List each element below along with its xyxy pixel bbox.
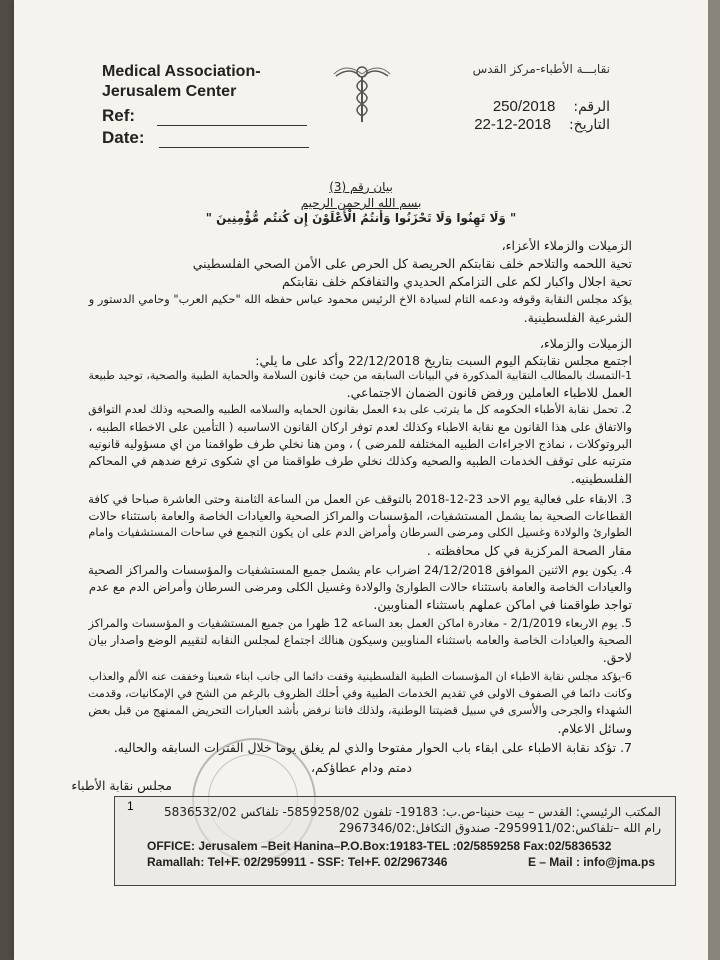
- body-line: 2. تحمل نقابة الأطباء الحكومه كل ما يترتب على بدء العمل بقانون الحمايه والسلامه الطبيه والصحيه وذلك لعدم التوافق: [88, 403, 632, 416]
- footer-contact-box: [114, 796, 676, 886]
- body-line: القطاعات الصحية بما يشمل المستشفيات، المؤسسات والمراكز الصحية والعيادات الخاصة والعامة باستثناء حالات: [88, 509, 632, 523]
- body-line: الطوارئ والولادة وغسيل الكلى ومرضى السرطان وأمراض الدم على ان يكون التجمع في ساحات المستشفيات وامام: [88, 526, 632, 539]
- number-label: الرقم:: [573, 99, 610, 115]
- body-line: الشهداء والجرحى والأسرى في سبيل قضيتنا الوطنية، ولذلك فاننا نرفض بأشد العبارات التحريض الممنهج من قبل بعض: [88, 704, 632, 717]
- page-number: 1: [127, 799, 134, 813]
- background-strip-left: [0, 0, 14, 960]
- body-line: 4. يكون يوم الاثنين الموافق 24/12/2018 اضراب عام يشمل جميع المستشفيات والمؤسسات والمراكز الصحية: [87, 563, 632, 577]
- body-line: تحية اللحمه والتلاحم خلف نقابتكم الحريصة كل الحرص على الأمن الصحي الفلسطيني: [192, 256, 632, 271]
- footer-email[interactable]: E – Mail : info@jma.ps: [527, 855, 655, 869]
- body-line: الزميلات والزملاء الأعزاء،: [501, 238, 632, 253]
- statement-title: بيان رقم (3): [329, 180, 393, 194]
- body-line: الصحية والعيادات الخاصة والعامه باستثناء المناوبين وسيكون هنالك اجتماع لمجلس النقابه لتقييم الوضع واصدار بيان: [88, 633, 632, 647]
- body-line: 1-التمسك بالمطالب النقابية المذكورة في البيانات السابقه من حيث قانون السلامة والحماية الطبية والصحية، توحيد طبيعة: [88, 369, 632, 382]
- body-line: 7. تؤكد نقابة الاطباء على ابقاء باب الحوار مفتوحا والذي لم يغلق يوما خلال الفترات السابقه والحاليه.: [113, 740, 632, 755]
- body-line: وسائل الاعلام.: [557, 721, 632, 736]
- body-line: تحية اجلال واكبار لكم على التزامكم الحديدي والتفافكم خلف نقابتكم: [281, 274, 632, 289]
- org-name-english: Medical Association-Jerusalem Center: [102, 63, 261, 100]
- body-line: 6-يؤكد مجلس نقابة الاطباء ان المؤسسات الطبية الفلسطينية وقفت دائما الى جانب ابناء شعبنا وخففت عنه الألم والعذاب: [88, 670, 632, 683]
- body-line: مترتبه على توقف الخدمات الطبيه والصحيه وكذلك نخلي طرف طواقمنا من اي شكوى ترفع ضدهم في المحاكم: [88, 454, 632, 468]
- footer-ramallah-english: Ramallah: Tel+F. 02/2959911 - SSF: Tel+F. 02/2967346: [147, 855, 448, 869]
- footer-address-english: OFFICE: Jerusalem –Beit Hanina–P.O.Box:19183-TEL :02/5859258 Fax:02/5836532: [147, 839, 612, 853]
- closing-greeting: دمتم ودام عطاؤكم،: [311, 760, 412, 775]
- body-line: يؤكد مجلس النقابة وقوفه ودعمه التام لسيادة الاخ الرئيس محمود عباس حفظه الله "حكيم العرب" وحامي الدستور و: [88, 292, 632, 306]
- date-ar-label: التاريخ:: [568, 117, 610, 133]
- body-line: لاحق.: [602, 650, 632, 665]
- body-line: 5. يوم الاربعاء 2/1/2019 - مغادرة اماكن العمل بعد الساعه 12 ظهرا من جميع المستشفيات و المؤسسات والمراكز: [88, 616, 632, 630]
- body-line: البروتوكلات ، نماذج الاجراءات الطبيه المختلفه للمرضى ) ، ومن هنا نخلي طرف طواقمنا من اي مسؤوليه قانونيه: [88, 437, 632, 451]
- number-value: 250/2018: [492, 98, 556, 115]
- ref-label: Ref:: [102, 106, 136, 125]
- footer-ramallah-arabic: رام الله –تلفاكس:2959911/02- صندوق التكافل:2967346/02: [338, 821, 661, 835]
- body-line: والعيادات الخاصة والعامة باستثناء حالات الطوارئ والولادة وغسيل الكلى ومرضى السرطان وأمراض الدم مع عدم: [88, 580, 632, 594]
- date-label: Date:: [102, 128, 145, 147]
- body-line: الشرعية الفلسطينية.: [523, 310, 632, 325]
- signature-council: مجلس نقابة الأطباء: [71, 778, 172, 793]
- body-line: اجتمع مجلس نقابتكم اليوم السبت بتاريخ 22/12/2018 وأكد على ما يلي:: [255, 353, 632, 368]
- body-line: مقار الصحة المركزية في كل محافظته .: [426, 543, 632, 558]
- body-line: 3. الابقاء على فعالية يوم الاحد 23-12-2018 بالتوقف عن العمل من الساعة الثامنة وحتى العاشرة صباحا في كافة: [88, 492, 632, 506]
- body-line: الزميلات والزملاء،: [539, 336, 632, 351]
- letter-page: [14, 0, 708, 960]
- body-line: وكانت دائما في الصفوف الاولى في تقديم الخدمات الطبية وفي أحلك الظروف بالرغم من الشح في الإمكانيات، وقدمت: [87, 687, 632, 700]
- body-line: العمل للاطباء العاملين ورفض قانون الضمان الاجتماعي.: [346, 385, 632, 400]
- basmala: بسم الله الرحمن الرحيم: [300, 196, 422, 210]
- date-value: 2018-12-22: [474, 116, 551, 133]
- body-line: والاتفاق على هذا القانون مع نقابة الاطباء وكذلك لعدم توفر اركان القانون الاساسيه ( التأمين على الاخطاء الطبيه ،: [88, 420, 632, 434]
- body-line: تواجد طواقمنا في اماكن عملهم باستثناء المناوبين.: [373, 597, 632, 612]
- org-name-arabic: نقابـــة الأطباء-مركز القدس: [472, 62, 610, 76]
- body-line: الفلسطينيه.: [570, 471, 632, 486]
- footer-address-arabic: المكتب الرئيسي: القدس – بيت حنينا-ص.ب: 19183- تلفون 5859258/02- تلفاكس 5836532/02: [164, 805, 661, 819]
- background-strip-right: [708, 0, 720, 960]
- quran-verse: " وَلَا تَهِنُوا وَلَا تَحْزَنُوا وَأَنتُمُ الْأَعْلَوْنَ إِن كُنتُم مُّؤْمِنِينَ ": [205, 211, 517, 225]
